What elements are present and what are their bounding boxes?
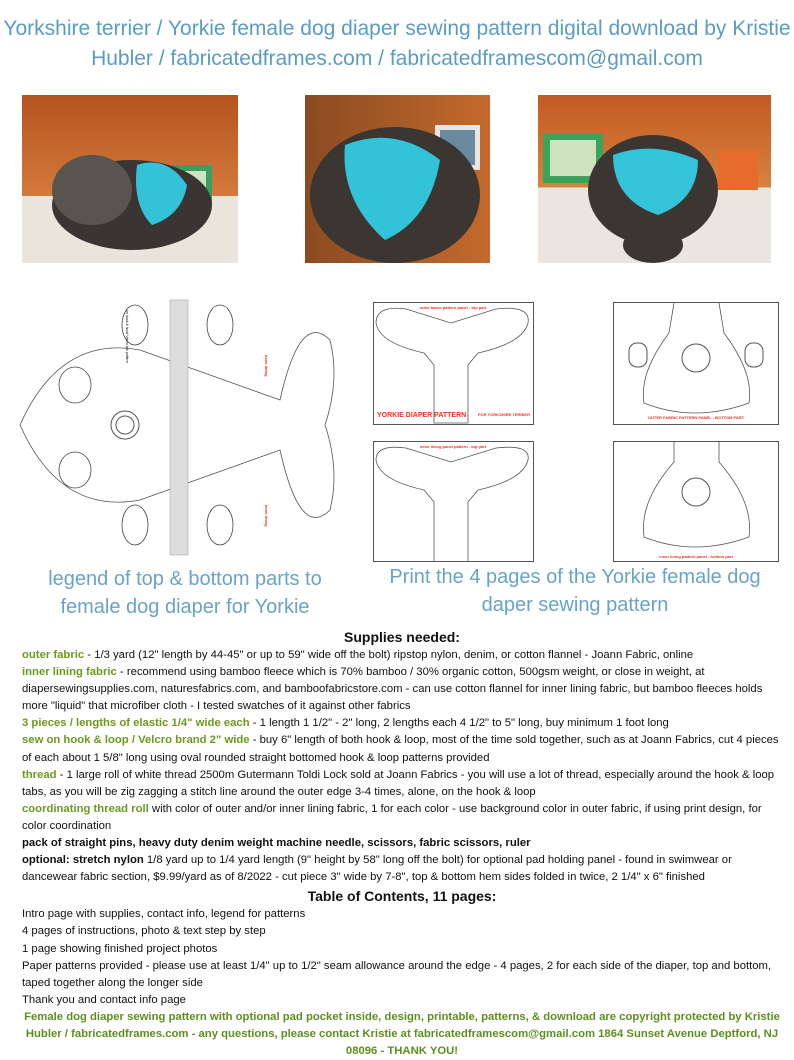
toc-heading: Table of Contents, 11 pages: [307, 888, 497, 905]
supply-item: coordinating thread roll with color of outer and/or inner lining fabric, 1 for each color - use background color in outer fabric, if using print design, for color coordination [22, 802, 762, 832]
supplies-section [22, 627, 782, 1060]
page-title-label: inner lining panel pattern - top part [419, 444, 487, 449]
page-title: Yorkshire terrier / Yorkie female dog diaper sewing pattern digital download by Kristie Hubler / fabricatedframes.com / fabricatedframescom@gmail.com [3, 17, 791, 70]
caption-print-pages: Print the 4 pages of the Yorkie female dog daper sewing pattern [389, 566, 761, 616]
toc-item: Intro page with supplies, contact info, legend for patterns [22, 908, 306, 921]
page-title-label: inner lining pattern panel - bottom part [659, 554, 733, 559]
toc-item: 4 pages of instructions, photo & text step by step [22, 925, 266, 938]
copyright-footer: Female dog diaper sewing pattern with optional pad pocket inside, design, printable, patterns, & download are copyright protected by Kristie Hubler / fabricatedframes.com - any questions, please contact Kristie at fabricatedframescom@gmail.com 1864 Sunset Avenue Deptford, NJ 08096 - THANK YOU! [24, 1010, 780, 1058]
supplies-heading: Supplies needed: [344, 629, 460, 645]
supply-optional: optional: stretch nylon 1/8 yard up to 1/4 yard length (9" height by 58" long off the bolt) for optional pad holding panel - found in swimwear or dancewear fabric section, $9.99/yard as of 8/2022 - cut piece 3" wide by 7-8", top & bottom hem sides folded in twice, 2 1/4" x 6" finished [22, 854, 732, 884]
legend-label-inner-lining-bottom: inner lining [264, 505, 269, 527]
page-label-right: FOR YORKSHIRE TERRIER [478, 412, 530, 417]
legend-label-inner-lining-top: inner lining [264, 355, 269, 377]
pattern-legend [10, 295, 345, 560]
legend-label-tab: on hook & hook Velcro tab pattern [125, 310, 129, 363]
supply-item: sew on hook & loop / Velcro brand 2" wide - buy 6" length of both hook & loop, most of the time sold together, such as at Joann Fabrics, cut 4 pieces of each about 1 5/8" long using oval rounded straight bottomed hook & loop patterns provided [22, 734, 779, 764]
supply-tools: pack of straight pins, heavy duty denim weight machine needle, scissors, fabric scissors, ruler [22, 837, 531, 850]
pattern-page-inner-bottom [613, 441, 779, 562]
pattern-page-outer-top [373, 302, 534, 425]
photo-dog-back [538, 95, 771, 263]
toc-item: Thank you and contact info page [22, 993, 186, 1006]
pattern-page-inner-top [373, 441, 534, 562]
pattern-page-outer-bottom [613, 302, 779, 425]
supply-item: 3 pieces / lengths of elastic 1/4" wide each - 1 length 1 1/2" - 2" long, 2 lengths each 4 1/2" to 5" long, buy minimum 1 foot long [22, 717, 669, 730]
supply-item: thread - 1 large roll of white thread 2500m Gutermann Toldi Lock sold at Joann Fabrics - you will use a lot of thread, especially around the hook & loop tabs, as you will be zig zagging a stitch line around the outer edge 3-4 times, alone, on the hook & loop [22, 768, 775, 798]
toc-item: 1 page showing finished project photos [22, 942, 218, 955]
page-title-label: outer fabric pattern panel - top part [419, 305, 487, 310]
caption-legend: legend of top & bottom parts to female dog diaper for Yorkie [48, 568, 322, 618]
photo-dog-side [22, 95, 238, 263]
photo-dog-top [305, 95, 490, 263]
supply-item: inner lining fabric - recommend using bamboo fleece which is 70% bamboo / 30% organic cotton, 500gsm weight, or close in weight, at diapersewingsupplies.com, naturesfabrics.com, and bamboofabricstore.com - can use cotton flannel for inner lining fabric, but bamboo fleeces holds more "liquid" that microfiber cloth - I tested swatches of it against other fabrics [22, 666, 763, 713]
toc-item: Paper patterns provided - please use at least 1/4" up to 1/2" seam allowance around the edge - 4 pages, 2 for each side of the diaper, top and bottom, taped together along the longer side [22, 959, 772, 989]
page-title-label: OUTER FABRIC PATTERN PANEL - BOTTOM PART [647, 415, 745, 420]
page-label-left: YORKIE DIAPER PATTERN [377, 412, 467, 419]
supply-item: outer fabric - 1/3 yard (12" length by 44-45" or up to 59" wide off the bolt) ripstop nylon, denim, or cotton flannel - Joann Fabric, online [22, 649, 694, 661]
